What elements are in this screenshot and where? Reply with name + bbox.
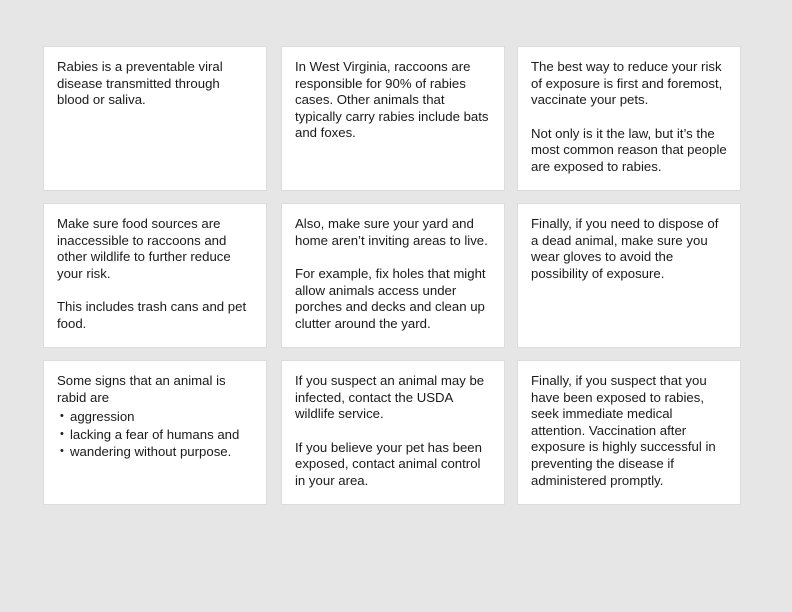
card-dispose-dead-animal	[517, 203, 741, 348]
card-rabid-signs	[43, 360, 267, 505]
bullet-icon: •	[60, 427, 64, 440]
card-text: This includes trash cans and pet food.	[57, 299, 247, 331]
list-item-text: wandering without purpose.	[70, 444, 232, 459]
card-text: Finally, if you suspect that you have been exposed to rabies, seek immediate medical attention. Vaccination after exposure is highly successful in preventing the disease if administered promptly.	[531, 373, 716, 488]
list-item	[59, 443, 254, 460]
card-text: Make sure food sources are inaccessible to raccoons and other wildlife to further reduce your risk.	[57, 216, 231, 281]
list-item	[59, 426, 254, 443]
card-text: Not only is it the law, but it’s the most common reason that people are exposed to rabies.	[531, 125, 727, 174]
signs-list	[57, 408, 254, 460]
list-item	[59, 408, 254, 425]
card-text: If you suspect an animal may be infected, contact the USDA wildlife service.	[295, 373, 485, 422]
card-text: If you believe your pet has been exposed, contact animal control in your area.	[295, 439, 482, 488]
bullet-icon: •	[60, 445, 64, 457]
card-text: The best way to reduce your risk of exposure is first and foremost, vaccinate your pets.	[531, 59, 723, 108]
card-text: Rabies is a preventable viral disease transmitted through blood or saliva.	[57, 59, 223, 108]
card-seek-medical-attention	[517, 360, 741, 505]
list-item-text: aggression	[70, 409, 135, 425]
card-contact-authorities	[281, 360, 505, 505]
card-text: For example, fix holes that might allow animals access under porches and decks and clean up clutter around the yard.	[295, 266, 486, 331]
bullet-icon: •	[60, 410, 64, 423]
list-item-text: lacking a fear of humans and	[70, 426, 240, 442]
card-text: Finally, if you need to dispose of a dead animal, make sure you wear gloves to avoid the possibility of exposure.	[531, 216, 719, 281]
card-food-sources	[43, 203, 267, 348]
card-vaccinate-pets	[517, 46, 741, 191]
card-rabies-definition	[43, 46, 267, 191]
card-yard-and-home	[281, 203, 505, 348]
card-text: Also, make sure your yard and home aren’t inviting areas to live.	[295, 216, 488, 248]
card-text: Some signs that an animal is rabid are	[57, 373, 226, 405]
card-west-virginia-raccoons	[281, 46, 505, 191]
card-text: In West Virginia, raccoons are responsible for 90% of rabies cases. Other animals that typically carry rabies include bats and foxes.	[295, 59, 489, 141]
